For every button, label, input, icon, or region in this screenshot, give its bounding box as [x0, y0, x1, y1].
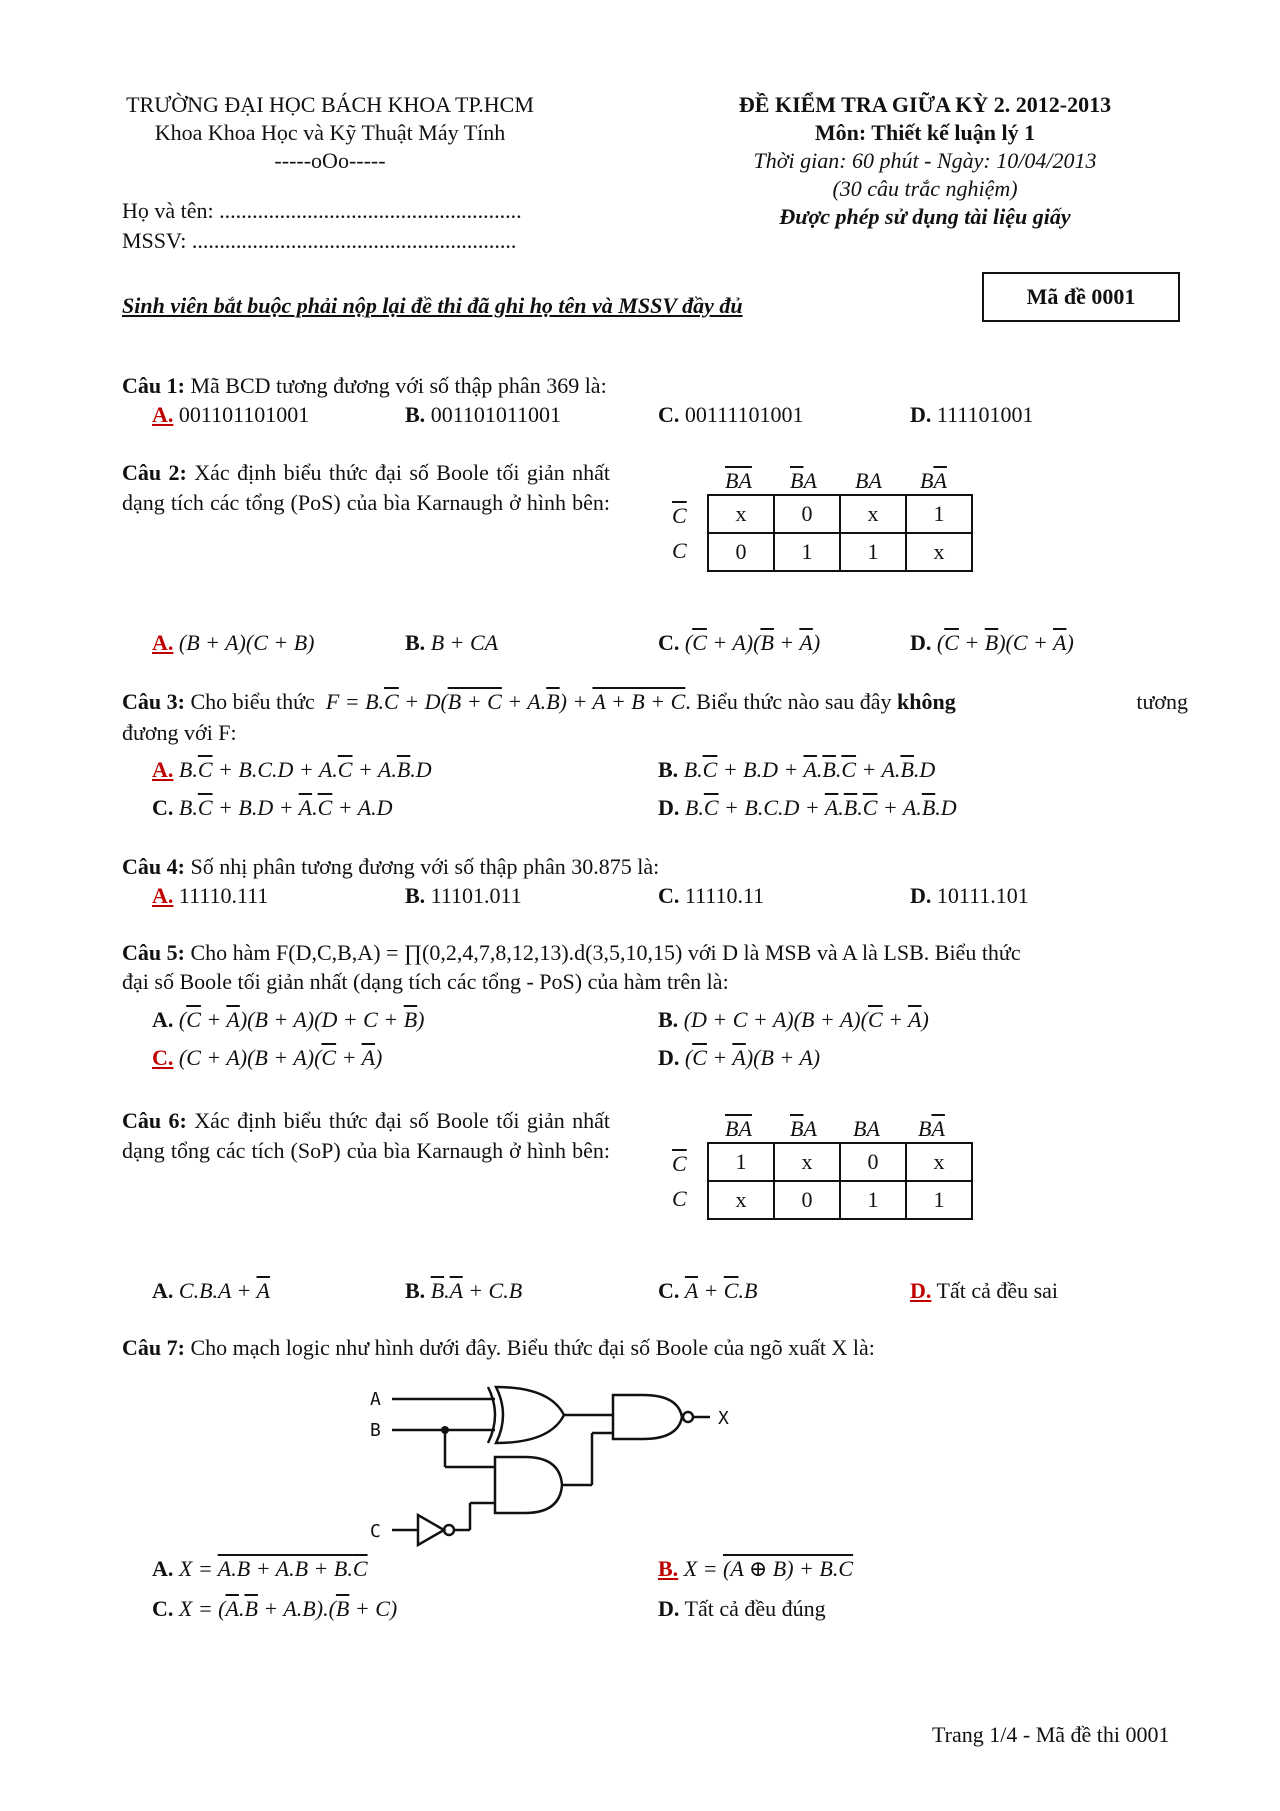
q1-option-a[interactable]: A. 001101101001	[152, 402, 310, 427]
kmap-cell: 0	[708, 533, 774, 571]
q5-option-a[interactable]: A. $(\overline{C} + \overline{A})(B + A)(D + C + \overline{B})$	[152, 1007, 425, 1032]
input-label-b: B	[370, 1420, 381, 1441]
exam-title: ĐỀ KIỂM TRA GIỮA KỲ 2. 2012-2013	[738, 92, 1112, 117]
q3-option-a[interactable]: A. $B.\overline{C} + B.C.D + A.\overline{C} + A.\overline{B}.D$	[152, 757, 432, 782]
page-footer: Trang 1/4 - Mã đề thi 0001	[932, 1722, 1170, 1747]
function-f-expression: $F = B.\overline{C} + D(B + C + A.\overline{B}) + A + B + C$	[325, 689, 686, 714]
q6-option-c[interactable]: C. $\overline{A} + \overline{C}.B$	[658, 1278, 758, 1303]
question-6	[122, 1106, 610, 1166]
kmap-row-header: $\overline{C}$	[672, 503, 687, 528]
kmap-cell: 0	[774, 1181, 840, 1219]
q5-option-d[interactable]: D. $(\overline{C} + \overline{A})(B + A)$	[658, 1045, 821, 1070]
q7-option-c[interactable]: C. $X = (\overline{A}.\overline{B} + A.B).(\overline{B} + C)$	[152, 1596, 398, 1621]
university-name: TRƯỜNG ĐẠI HỌC BÁCH KHOA TP.HCM	[126, 92, 534, 117]
question-text: Cho mạch logic như hình dưới đây. Biểu thức đại số Boole của ngõ xuất X là:	[190, 1335, 875, 1360]
kmap-cell: x	[708, 1181, 774, 1219]
kmap-col-header: $\overline{B}A$	[790, 468, 817, 493]
kmap-col-header: BA	[855, 468, 882, 493]
question-text: Xác định biểu thức đại số Boole tối giản nhất dạng tích các tổng (PoS) của bìa Karnaugh ở hình bên:	[122, 460, 611, 515]
kmap-cell: x	[906, 533, 972, 571]
header-left	[100, 92, 560, 174]
question-label: Câu 4:	[122, 854, 185, 879]
input-label-c: C	[370, 1521, 381, 1542]
q6-option-b[interactable]: B. $\overline{B}.\overline{A} + C.B$	[405, 1278, 523, 1303]
q4-option-a[interactable]: A. 11110.111	[152, 883, 269, 908]
kmap-cell: 1	[708, 1143, 774, 1181]
q2-option-d[interactable]: D. $(\overline{C} + \overline{B})(C + \overline{A})$	[910, 630, 1074, 655]
question-label: Câu 1:	[122, 373, 185, 398]
kmap-cell: 1	[840, 533, 906, 571]
student-id-field: MSSV: ...........................................................	[122, 228, 517, 253]
q7-option-b[interactable]: B. X = (A ⊕ B) + B.C	[658, 1556, 854, 1581]
q2-option-b[interactable]: B. B + CA	[405, 630, 499, 655]
q5-option-b[interactable]: B. $(D + C + A)(B + A)(\overline{C} + \overline{A})$	[658, 1007, 929, 1032]
header-right	[700, 92, 1150, 230]
question-label: Câu 7:	[122, 1335, 185, 1360]
question-label: Câu 5:	[122, 940, 185, 965]
kmap-cell: 0	[774, 495, 840, 533]
kmap-cell: 0	[840, 1143, 906, 1181]
input-label-a: A	[370, 1389, 381, 1410]
kmap-col-header: $B\overline{A}$	[920, 468, 947, 493]
name-field: Họ và tên: .......................................................	[122, 198, 522, 223]
question-label: Câu 3:	[122, 689, 185, 714]
subject: Môn: Thiết kế luận lý 1	[814, 120, 1036, 145]
question-1	[122, 373, 607, 399]
question-5	[122, 940, 1021, 966]
question-count: (30 câu trắc nghiệm)	[832, 176, 1018, 201]
question-2	[122, 458, 610, 518]
question-4	[122, 854, 659, 880]
kmap-col-header: $\overline{B}A$	[790, 1116, 817, 1141]
kmap-cell: x	[708, 495, 774, 533]
kmap-row-header: C	[672, 538, 687, 563]
q3-option-c[interactable]: C. $B.\overline{C} + B.D + \overline{A}.\overline{C} + A.D$	[152, 795, 393, 820]
q2-option-c[interactable]: C. $(\overline{C} + A)(\overline{B} + \overline{A})$	[658, 630, 821, 655]
q2-option-a[interactable]: A. (B + A)(C + B)	[152, 630, 315, 655]
faculty-name: Khoa Khoa Học và Kỹ Thuật Máy Tính	[154, 120, 506, 145]
karnaugh-map-q6	[707, 1142, 973, 1220]
kmap-cell: 1	[840, 1181, 906, 1219]
kmap-col-header: $\overline{B}\overline{A}$	[725, 1116, 752, 1141]
time-date: Thời gian: 60 phút - Ngày: 10/04/2013	[753, 148, 1097, 173]
kmap-col-header: BA	[853, 1116, 880, 1141]
q6-option-d[interactable]: D. Tất cả đều sai	[910, 1278, 1059, 1303]
question-text: Cho hàm F(D,C,B,A) = ∏(0,2,4,7,8,12,13).d(3,5,10,15) với D là MSB và A là LSB. Biểu thức	[190, 940, 1021, 965]
question-3-continued: đương với F:	[122, 720, 237, 745]
question-label: Câu 2:	[122, 460, 187, 485]
and-gate	[495, 1457, 562, 1513]
q6-option-a[interactable]: A. $C.B.A + \overline{A}$	[152, 1278, 270, 1303]
junction-dot	[441, 1426, 449, 1434]
q3-option-d[interactable]: D. $B.\overline{C} + B.C.D + \overline{A}.\overline{B}.\overline{C} + A.\overline{B}.D$	[658, 795, 957, 820]
logic-circuit-diagram	[360, 1375, 760, 1560]
karnaugh-map-q2	[707, 494, 973, 572]
kmap-row-header: $\overline{C}$	[672, 1151, 687, 1176]
q5-option-c[interactable]: C. $(C + A)(B + A)(\overline{C} + \overline{A})$	[152, 1045, 383, 1070]
output-label-x: X	[718, 1408, 729, 1429]
question-3: Câu 3: Cho biểu thức $F = B.\overline{C} + D(B + C + A.\overline{B}) + A + B + C$. Biểu thức nào sau đây không tương	[122, 689, 1188, 714]
q1-option-d[interactable]: D. 111101001	[910, 402, 1034, 427]
not-gate	[418, 1515, 444, 1545]
kmap-cell: 1	[906, 1181, 972, 1219]
allowed-materials: Được phép sử dụng tài liệu giấy	[779, 204, 1071, 229]
xor-gate	[496, 1387, 564, 1443]
q1-option-b[interactable]: B. 001101011001	[405, 402, 562, 427]
nand-bubble	[683, 1412, 693, 1422]
kmap-cell: x	[774, 1143, 840, 1181]
submission-notice: Sinh viên bắt buộc phải nộp lại đề thi đã ghi họ tên và MSSV đầy đủ	[122, 293, 743, 318]
question-text: Xác định biểu thức đại số Boole tối giản nhất dạng tổng các tích (SoP) của bìa Karnaugh ở hình bên:	[122, 1108, 611, 1163]
kmap-col-header: $\overline{B}\overline{A}$	[725, 468, 752, 493]
question-label: Câu 6:	[122, 1108, 187, 1133]
kmap-col-header: $B\overline{A}$	[918, 1116, 945, 1141]
q4-option-c[interactable]: C. 11110.11	[658, 883, 765, 908]
xor-gate-extra-arc	[488, 1387, 495, 1443]
kmap-cell: 1	[906, 495, 972, 533]
q1-option-c[interactable]: C. 00111101001	[658, 402, 804, 427]
question-5-continued: đại số Boole tối giản nhất (dạng tích các tổng - PoS) của hàm trên là:	[122, 969, 729, 994]
divider-text: -----oOo-----	[274, 148, 386, 173]
exam-code-box: Mã đề 0001	[982, 272, 1180, 322]
q4-option-b[interactable]: B. 11101.011	[405, 883, 522, 908]
q7-option-a[interactable]: A. X = A.B + A.B + B.C	[152, 1556, 368, 1581]
nand-gate	[613, 1395, 682, 1439]
kmap-row-header: C	[672, 1186, 687, 1211]
kmap-cell: 1	[774, 533, 840, 571]
kmap-cell: x	[906, 1143, 972, 1181]
q4-option-d[interactable]: D. 10111.101	[910, 883, 1029, 908]
q3-option-b[interactable]: B. $B.\overline{C} + B.D + \overline{A}.\overline{B}.\overline{C} + A.\overline{B}.D$	[658, 757, 936, 782]
question-text: Mã BCD tương đương với số thập phân 369 là:	[190, 373, 607, 398]
kmap-cell: x	[840, 495, 906, 533]
question-text: Số nhị phân tương đương với số thập phân 30.875 là:	[190, 854, 660, 879]
q7-option-d[interactable]: D. Tất cả đều đúng	[658, 1596, 826, 1621]
question-7	[122, 1335, 875, 1361]
